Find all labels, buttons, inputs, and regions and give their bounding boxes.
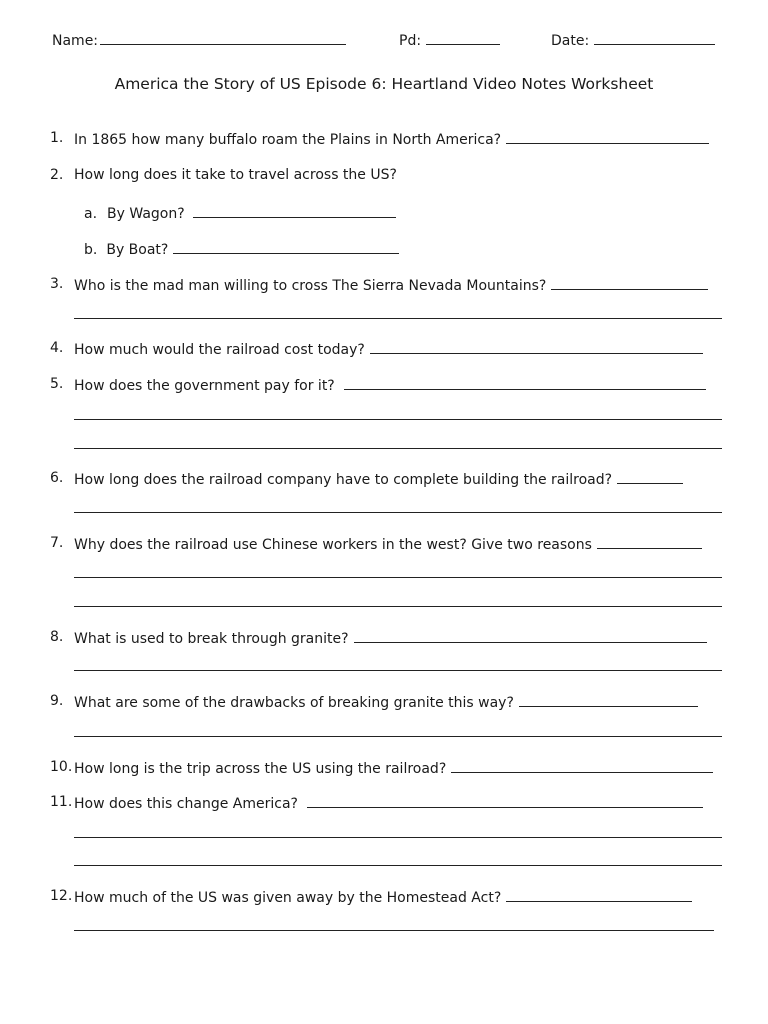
subquestion-text: By Wagon? [107,206,185,222]
question-number: 8. [50,629,64,645]
answer-line[interactable] [74,577,722,578]
question-number: 9. [50,693,64,709]
answer-line[interactable] [74,865,722,866]
subquestion-label: b. [84,242,98,258]
question-number: 7. [50,535,64,551]
question-text: In 1865 how many buffalo roam the Plains in North America? [74,132,502,148]
answer-blank[interactable] [617,469,683,484]
question-text: How much of the US was given away by the Homestead Act? [74,890,502,906]
question-text: How long does it take to travel across the US? [74,167,397,183]
name-field [52,30,346,50]
date-label: Date: [551,33,590,49]
answer-blank[interactable] [519,692,698,707]
answer-line[interactable] [74,670,722,671]
answer-blank[interactable] [506,129,709,144]
answer-blank[interactable] [370,339,703,354]
answer-blank[interactable] [451,758,713,773]
question-text: Why does the railroad use Chinese workers in the west? Give two reasons [74,537,592,553]
question-text: How much would the railroad cost today? [74,342,365,358]
answer-line[interactable] [74,318,722,319]
answer-line[interactable] [74,606,722,607]
answer-blank[interactable] [344,375,706,390]
question-text: Who is the mad man willing to cross The Sierra Nevada Mountains? [74,278,547,294]
answer-blank[interactable] [193,203,396,218]
question-number: 1. [50,130,64,146]
answer-blank[interactable] [506,887,692,902]
question-number: 11. [50,794,73,810]
question-text: How long does the railroad company have to complete building the railroad? [74,472,613,488]
name-label: Name: [52,33,99,49]
question-text: How does the government pay for it? [74,378,335,394]
question-text: How does this change America? [74,796,298,812]
question-number: 5. [50,376,64,392]
answer-blank[interactable] [597,534,702,549]
subquestion-b [84,239,399,259]
subquestion-label: a. [84,206,98,222]
question-number: 3. [50,276,64,292]
answer-line[interactable] [74,448,722,449]
answer-blank[interactable] [551,275,708,290]
date-field [551,30,715,50]
pd-label: Pd: [399,33,422,49]
subquestion-text: By Boat? [106,242,169,258]
answer-line[interactable] [74,837,722,838]
period-field [399,30,500,50]
question-number: 6. [50,470,64,486]
question-number: 12. [50,888,73,904]
question-text: How long is the trip across the US using the railroad? [74,761,447,777]
question-text: What are some of the drawbacks of breaking granite this way? [74,695,514,711]
subquestion-a [84,203,396,223]
answer-line[interactable] [74,512,722,513]
name-blank[interactable] [100,30,346,45]
worksheet-title: America the Story of US Episode 6: Heartland Video Notes Worksheet [114,75,654,93]
question-number: 2. [50,167,64,183]
answer-blank[interactable] [354,628,707,643]
answer-line[interactable] [74,419,722,420]
question-number: 10. [50,759,73,775]
answer-line[interactable] [74,930,714,931]
date-blank[interactable] [594,30,715,45]
answer-line[interactable] [74,736,722,737]
answer-blank[interactable] [307,793,703,808]
question-number: 4. [50,340,64,356]
answer-blank[interactable] [173,239,399,254]
pd-blank[interactable] [426,30,500,45]
question-text: What is used to break through granite? [74,631,349,647]
